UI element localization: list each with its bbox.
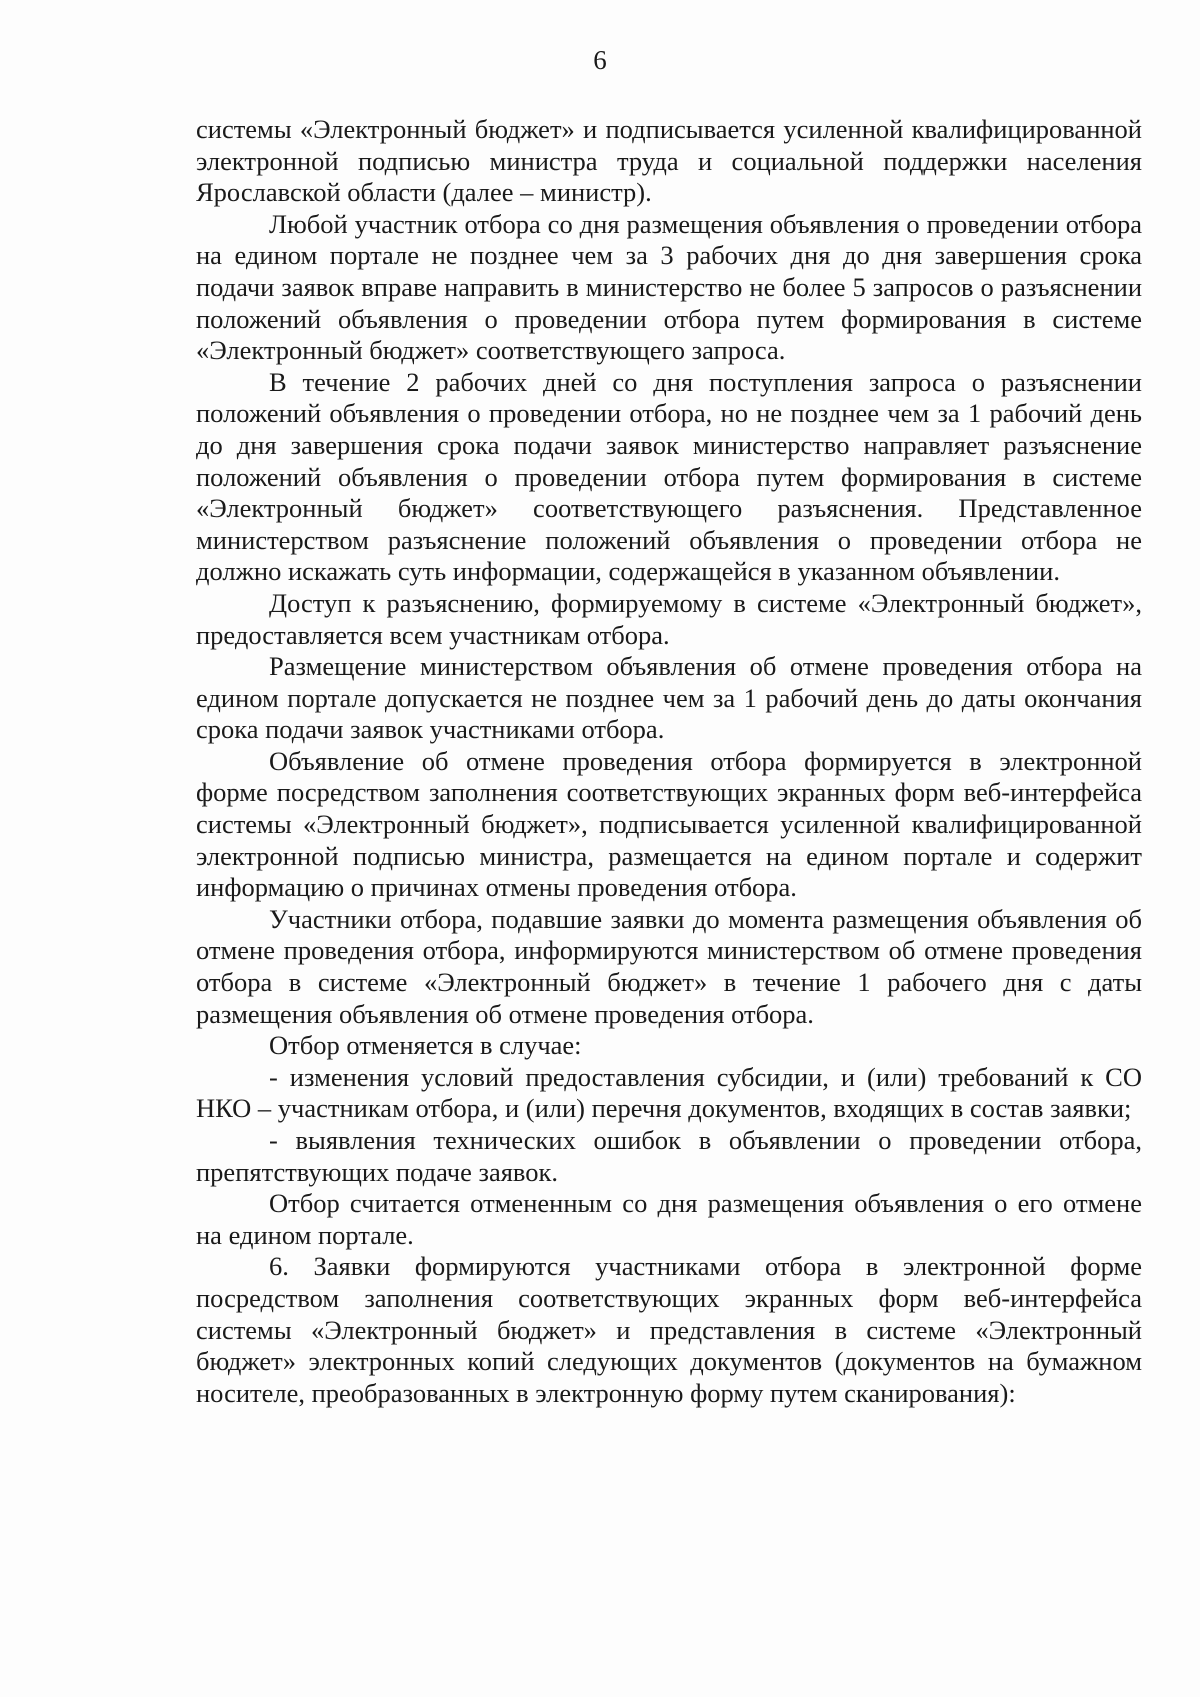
paragraph-8: Отбор отменяется в случае:	[269, 1030, 582, 1061]
paragraph-2: Любой участник отбора со дня размещения объявления о проведении отбора на едином портале не позднее чем за 3 рабочих дня до дня завершения срока подачи заявок вправе направить в министерство не более 5 запросов о разъяснении положений объявления о проведении отбора путем формирования в системе «Электронный бюджет» соответствующего запроса.	[196, 208, 1142, 366]
list-item-1: - изменения условий предоставления субсидии, и (или) требований к СО НКО – участникам отбора, и (или) перечня документов, входящих в состав заявки;	[196, 1061, 1142, 1124]
paragraph-3: В течение 2 рабочих дней со дня поступления запроса о разъяснении положений объявления о проведении отбора, но не позднее чем за 1 рабочий день до дня завершения срока подачи заявок министерство направляет разъяснение положений объявления о проведении отбора путем формирования в системе «Электронный бюджет» соответствующего разъяснения. Представленное министерством разъяснение положений объявления о проведении отбора не должно искажать суть информации, содержащейся в указанном объявлении.	[196, 366, 1142, 587]
list-item-2: - выявления технических ошибок в объявлении о проведении отбора, препятствующих подаче заявок.	[196, 1125, 1142, 1187]
paragraph-7: Участники отбора, подавшие заявки до момента размещения объявления об отмене проведения отбора, информируются министерством об отмене проведения отбора в системе «Электронный бюджет» в течение 1 рабочего дня с даты размещения объявления об отмене проведения отбора.	[196, 903, 1142, 1029]
paragraph-6: Объявление об отмене проведения отбора формируется в электронной форме посредством заполнения соответствующих экранных форм веб-интерфейса системы «Электронный бюджет», подписывается усиленной квалифицированной электронной подписью министра, размещается на едином портале и содержит информацию о причинах отмены проведения отбора.	[196, 745, 1142, 903]
document-body	[196, 114, 1142, 1409]
page-number: 6	[593, 45, 607, 75]
paragraph-1: системы «Электронный бюджет» и подписывается усиленной квалифицированной электронной подписью министра труда и социальной поддержки населения Ярославской области (далее – министр).	[196, 114, 1142, 208]
paragraph-10: 6. Заявки формируются участниками отбора в электронной форме посредством заполнения соответствующих экранных форм веб-интерфейса системы «Электронный бюджет» и представления в системе «Электронный бюджет» электронных копий следующих документов (документов на бумажном носителе, преобразованных в электронную форму путем сканирования):	[196, 1251, 1142, 1408]
paragraph-4: Доступ к разъяснению, формируемому в системе «Электронный бюджет», предоставляется всем участникам отбора.	[196, 587, 1142, 650]
paragraph-5: Размещение министерством объявления об отмене проведения отбора на едином портале допускается не позднее чем за 1 рабочий день до даты окончания срока подачи заявок участниками отбора.	[196, 651, 1142, 745]
paragraph-9: Отбор считается отмененным со дня размещения объявления о его отмене на едином портале.	[196, 1188, 1142, 1250]
